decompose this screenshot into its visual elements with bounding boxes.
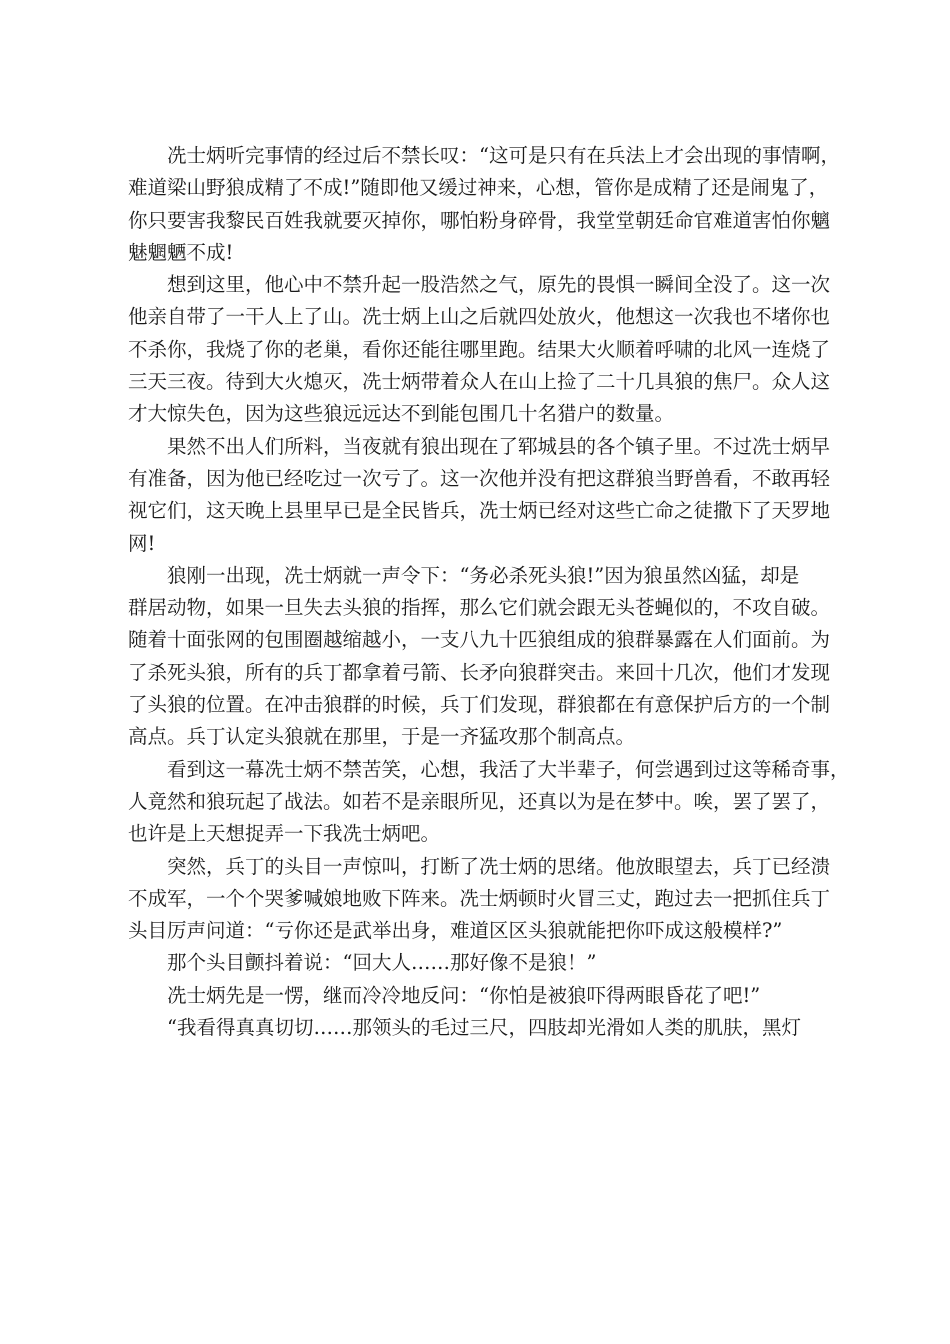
text-line: 网! — [128, 531, 156, 555]
text-line: 不成军，一个个哭爹喊娘地败下阵来。冼士炳顿时火冒三丈，跑过去一把抓住兵丁 — [128, 886, 831, 910]
paragraph — [128, 947, 834, 979]
text-line: 三天三夜。待到大火熄灭，冼士炳带着众人在山上捡了二十几具狼的焦尸。众人这 — [128, 370, 831, 394]
text-line: 视它们，这天晚上县里早已是全民皆兵，冼士炳已经对这些亡命之徒撒下了天罗地 — [128, 499, 831, 523]
text-line: 他亲自带了一干人上了山。冼士炳上山之后就四处放火，他想这一次我也不堵你也 — [128, 305, 831, 329]
paragraph — [128, 851, 834, 948]
text-line: 了头狼的位置。在冲击狼群的时候，兵丁们发现，群狼都在有意保护后方的一个制 — [128, 693, 831, 717]
text-line: 想到这里，他心中不禁升起一股浩然之气，原先的畏惧一瞬间全没了。这一次 — [167, 273, 831, 297]
text-line: 狼刚一出现，冼士炳就一声令下：“务必杀死头狼!”因为狼虽然凶猛，却是 — [167, 563, 800, 587]
text-line: “我看得真真切切……那领头的毛过三尺，四肢却光滑如人类的肌肤，黑灯 — [167, 1016, 801, 1040]
text-line: 那个头目颤抖着说：“回大人……那好像不是狼！” — [167, 951, 597, 975]
text-line: 有准备，因为他已经吃过一次亏了。这一次他并没有把这群狼当野兽看，不敢再轻 — [128, 466, 831, 490]
text-line: 群居动物，如果一旦失去头狼的指挥，那么它们就会跟无头苍蝇似的，不攻自破。 — [128, 596, 831, 620]
text-line: 你只要害我黎民百姓我就要灭掉你，哪怕粉身碎骨，我堂堂朝廷命官难道害怕你魑 — [128, 208, 831, 232]
text-line: 才大惊失色，因为这些狼远远达不到能包围几十名猎户的数量。 — [128, 402, 675, 426]
text-line: 冼士炳先是一愣，继而冷冷地反问：“你怕是被狼吓得两眼昏花了吧!” — [167, 983, 761, 1007]
text-line: 也许是上天想捉弄一下我冼士炳吧。 — [128, 822, 441, 846]
text-line: 魅魍魉不成! — [128, 240, 234, 264]
document-body — [128, 140, 850, 1044]
text-line: 高点。兵丁认定头狼就在那里，于是一齐猛攻那个制高点。 — [128, 725, 636, 749]
text-line: 随着十面张网的包围圈越缩越小，一支八九十匹狼组成的狼群暴露在人们面前。为 — [128, 628, 831, 652]
text-line: 人竟然和狼玩起了战法。如若不是亲眼所见，还真以为是在梦中。唉，罢了罢了， — [128, 789, 831, 813]
text-line: 突然，兵丁的头目一声惊叫，打断了冼士炳的思绪。他放眼望去，兵丁已经溃 — [167, 854, 831, 878]
text-line: 果然不出人们所料，当夜就有狼出现在了郓城县的各个镇子里。不过冼士炳早 — [167, 434, 831, 458]
text-line: 冼士炳听完事情的经过后不禁长叹：“这可是只有在兵法上才会出现的事情啊， — [167, 144, 840, 167]
text-line: 难道梁山野狼成精了不成!”随即他又缓过神来，心想，管你是成精了还是闹鬼了， — [128, 176, 829, 200]
paragraph — [128, 1012, 834, 1044]
text-line: 头目厉声问道：“亏你还是武举出身，难道区区头狼就能把你吓成这般模样?” — [128, 919, 783, 943]
text-line: 不杀你，我烧了你的老巢，看你还能往哪里跑。结果大火顺着呼啸的北风一连烧了 — [128, 337, 831, 361]
text-line: 看到这一幕冼士炳不禁苦笑，心想，我活了大半辈子，何尝遇到过这等稀奇事， — [167, 757, 850, 781]
text-line: 了杀死头狼，所有的兵丁都拿着弓箭、长矛向狼群突击。来回十几次，他们才发现 — [128, 660, 831, 684]
paragraph — [128, 980, 834, 1012]
paragraph — [128, 140, 840, 269]
paragraph — [128, 560, 834, 754]
paragraph — [128, 754, 850, 851]
paragraph — [128, 431, 834, 560]
paragraph — [128, 269, 834, 430]
